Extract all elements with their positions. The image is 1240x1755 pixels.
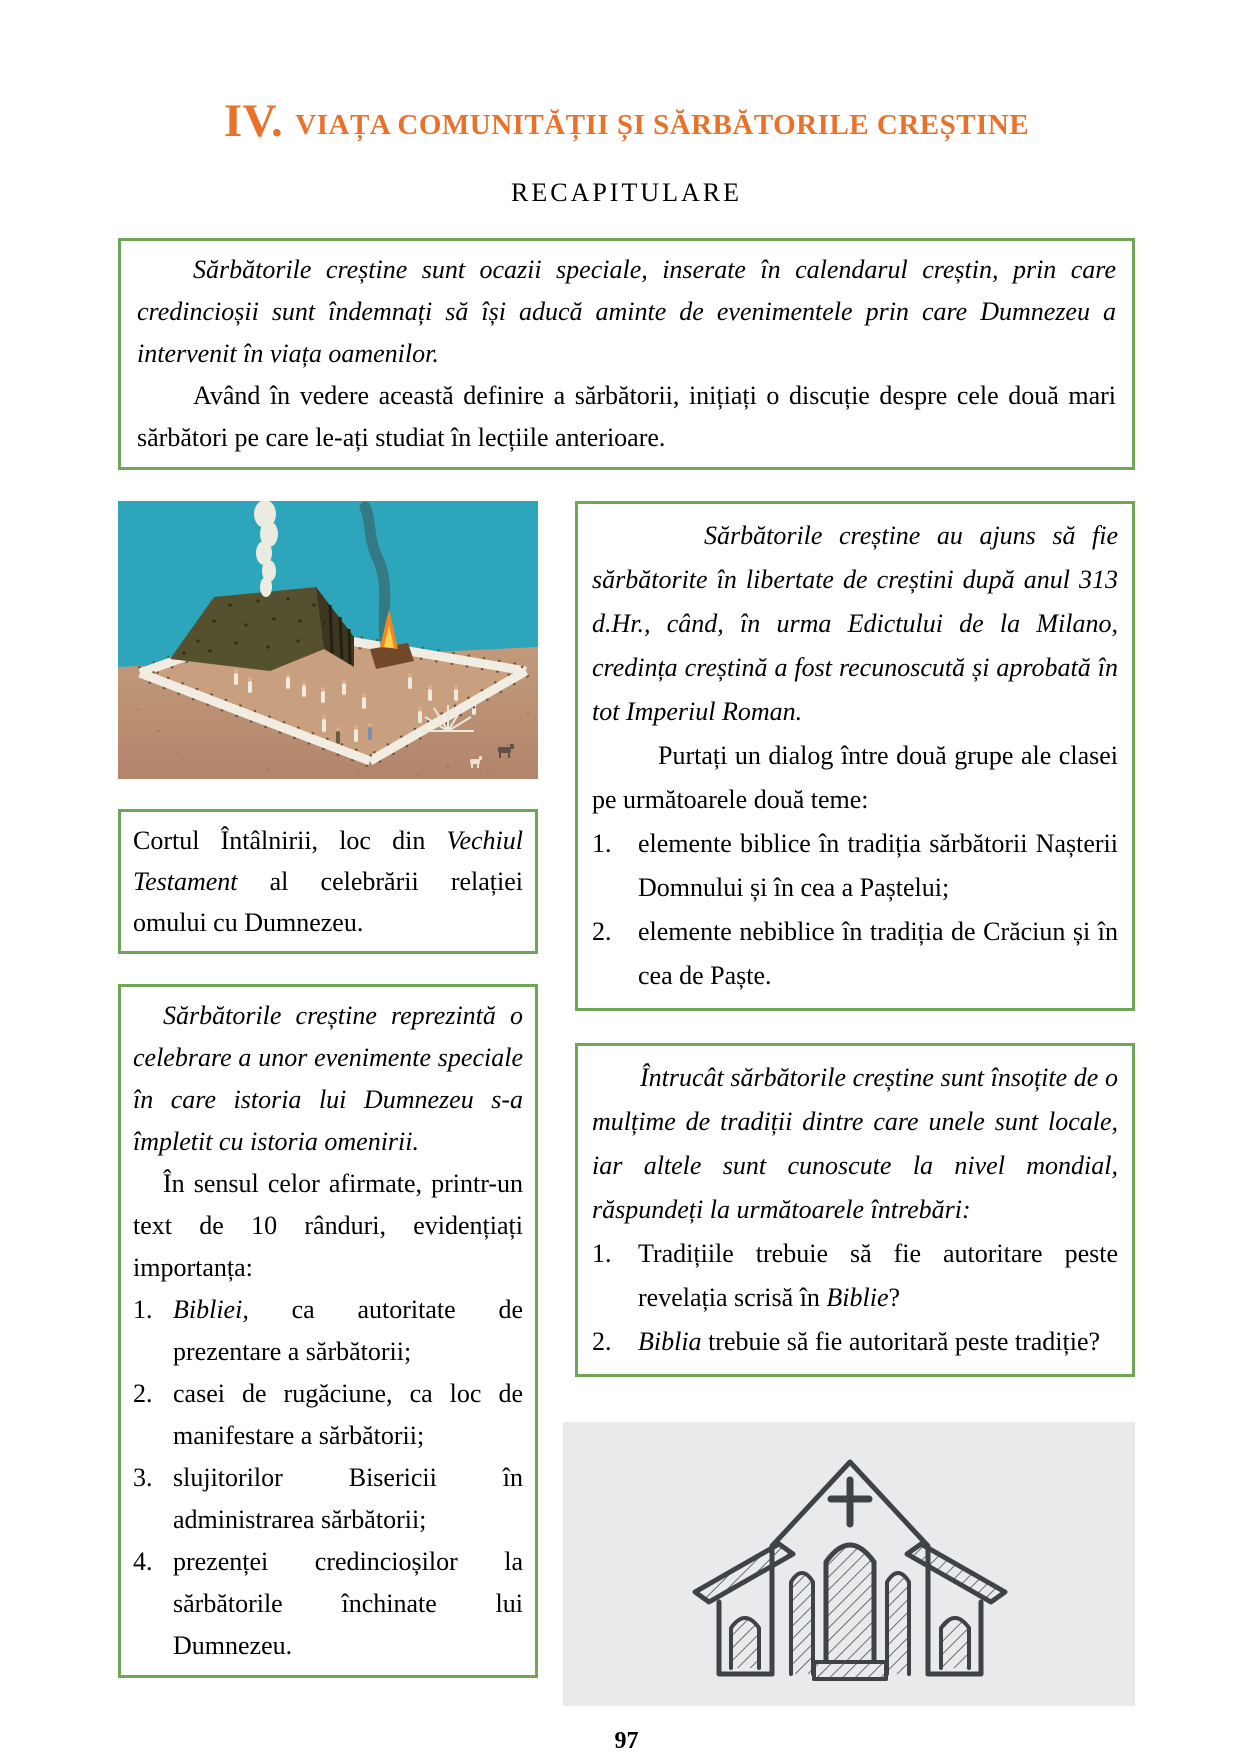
caption-text-pre: Cortul Întâlnirii, loc din: [133, 825, 447, 855]
tabernacle-caption-box: [118, 809, 538, 954]
list-item: [133, 1541, 523, 1667]
intro-paragraph-regular: Având în vedere această definire a sărbătorii, inițiați o discuție despre cele două mari sărbători pe care le-ați studiat în lecțiile anterioare.: [137, 380, 1116, 452]
list-item: [592, 910, 1118, 998]
list-item: [133, 1457, 523, 1541]
page-footer: [118, 1728, 1135, 1755]
list-item-number: 2.: [592, 1326, 612, 1356]
two-column-area: [118, 501, 1135, 1706]
tabernacle-photo: [118, 501, 538, 779]
page-title: [118, 96, 1135, 148]
list-item: [133, 1373, 523, 1457]
list-item-number: 1.: [133, 1294, 153, 1324]
list-item-number: 1.: [592, 828, 612, 858]
list-item-number: 4.: [133, 1546, 153, 1576]
church-sketch: [563, 1422, 1135, 1706]
essay-box: [118, 984, 538, 1678]
dialog-list: [592, 822, 1118, 998]
list-item-number: 1.: [592, 1238, 612, 1268]
list-item-text: slujitorilor Bisericii în administrarea sărbătorii;: [173, 1462, 523, 1534]
list-item-text: casei de rugăciune, ca loc de manifestare a sărbătorii;: [173, 1378, 523, 1450]
list-item-number: 2.: [592, 916, 612, 946]
caption-text-post: al celebrării relației omului cu Dumnezeu.: [133, 866, 523, 937]
essay-paragraph-italic: Sărbătorile creștine reprezintă o celebrare a unor evenimente speciale în care istoria lui Dumnezeu s-a împletit cu istoria omenirii.: [133, 1000, 523, 1156]
list-item-number: 3.: [133, 1462, 153, 1492]
chapter-number: IV.: [223, 95, 284, 147]
intro-box: [118, 238, 1135, 470]
list-item: [592, 1232, 1118, 1320]
list-item-text: Tradițiile trebuie să fie autoritare peste revelația scrisă în Biblie?: [638, 1238, 1118, 1312]
list-item-number: 2.: [133, 1378, 153, 1408]
questions-box: [575, 1043, 1135, 1377]
list-item-text: elemente nebiblice în tradiția de Crăciun și în cea de Paște.: [638, 916, 1118, 990]
right-column: [575, 501, 1135, 1706]
left-column: [118, 501, 538, 1706]
list-item: [592, 1320, 1118, 1364]
list-item: [133, 1289, 523, 1373]
essay-paragraph-regular: În sensul celor afirmate, printr-un text de 10 rânduri, evidențiați importanța:: [133, 1168, 523, 1282]
dialog-paragraph-italic: Sărbătorile creștine au ajuns să fie sărbătorite în libertate de creștini după anul 313 d.Hr., când, în urma Edictului de la Milano, credința creștină a fost recunoscută și aprobată în tot Imperiul Roman.: [592, 520, 1118, 726]
questions-list: [592, 1232, 1118, 1364]
dialog-paragraph-regular: Purtați un dialog între două grupe ale clasei pe următoarele două teme:: [592, 740, 1118, 814]
tabernacle-caption: [133, 820, 523, 943]
list-item-text: Bibliei, ca autoritate de prezentare a sărbătorii;: [173, 1294, 523, 1366]
caption-text-italic: Vechiul Testament: [133, 825, 523, 896]
list-item-text: elemente biblice în tradiția sărbătorii Nașterii Domnului și în cea a Paștelui;: [638, 828, 1118, 902]
list-item: [592, 822, 1118, 910]
page-number: 97: [614, 1727, 639, 1754]
church-illustration-panel: [563, 1422, 1135, 1706]
essay-list: [133, 1289, 523, 1667]
intro-paragraph-italic: Sărbătorile creștine sunt ocazii speciale, inserate în calendarul creștin, prin care credincioșii sunt îndemnați să își aducă aminte de evenimentele prin care Dumnezeu a intervenit în viața oamenilor.: [137, 254, 1116, 368]
page-subtitle: RECAPITULARE: [511, 177, 742, 207]
chapter-title-text: VIAȚA COMUNITĂȚII ȘI SĂRBĂTORILE CREȘTINE: [295, 109, 1030, 141]
dialog-box: [575, 501, 1135, 1011]
list-item-text: Biblia trebuie să fie autoritară peste tradiție?: [638, 1326, 1101, 1356]
list-item-text: prezenței credincioșilor la sărbătorile închinate lui Dumnezeu.: [173, 1546, 523, 1660]
tabernacle-photo-graphic: [118, 501, 538, 779]
questions-paragraph-italic: Întrucât sărbătorile creștine sunt însoțite de o mulțime de tradiții dintre care unele sunt locale, iar altele sunt cunoscute la nivel mondial, răspundeți la următoarele întrebări:: [592, 1062, 1118, 1224]
